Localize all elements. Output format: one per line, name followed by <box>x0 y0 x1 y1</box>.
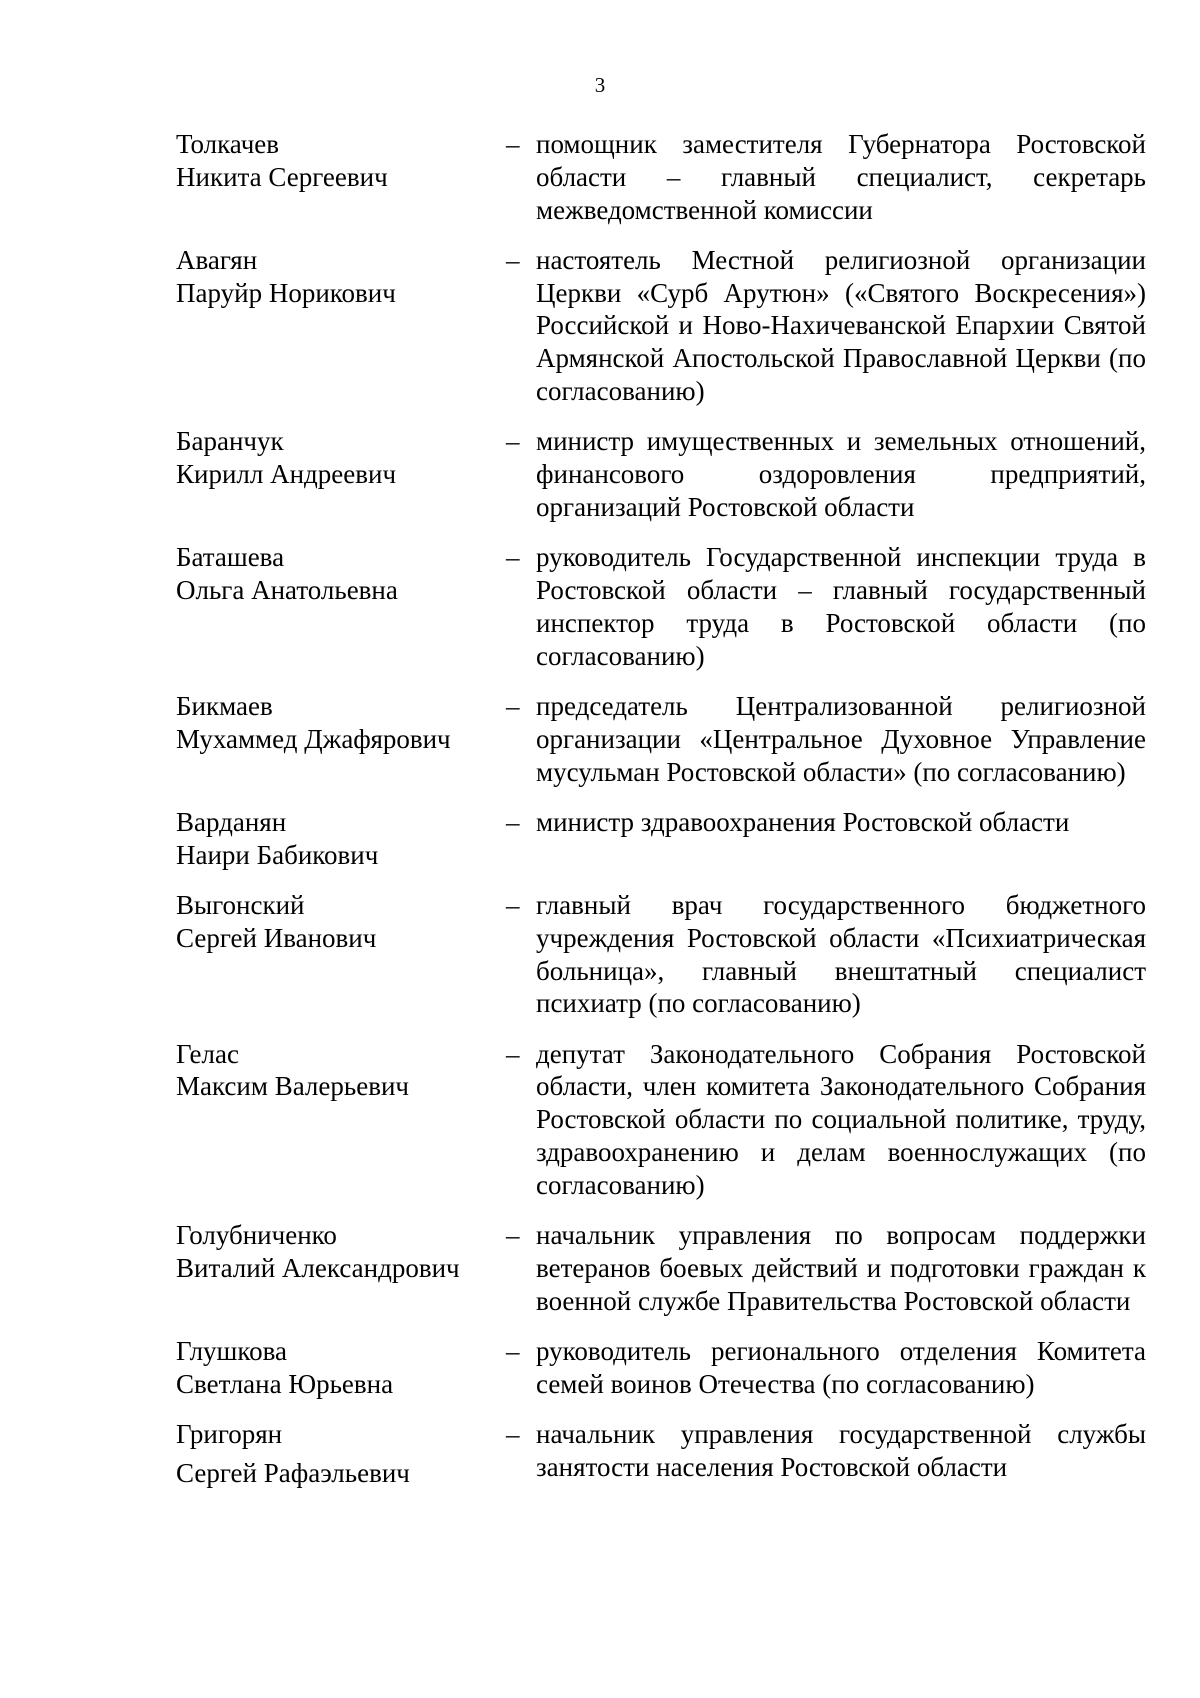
member-given-name: Мухаммед Джафярович <box>176 723 451 754</box>
member-entry <box>176 244 1146 408</box>
dash-separator: – <box>506 1220 520 1251</box>
member-position: начальник управления государственной службы занятости населения Ростовской области <box>536 1419 1146 1482</box>
member-position: министр имущественных и земельных отношений, финансового оздоровления предприятий, организаций Ростовской области <box>536 426 1146 522</box>
member-entry <box>176 1038 1146 1202</box>
member-position: начальник управления по вопросам поддержки ветеранов боевых действий и подготовки граждан к военной службе Правительства Ростовской области <box>536 1220 1146 1316</box>
dash-separator: – <box>506 244 520 275</box>
member-surname: Голубниченко <box>176 1220 337 1251</box>
member-position: депутат Законодательного Собрания Ростовской области, член комитета Законодательного Собрания Ростовской области по социальной политике, труду, здравоохранению и делам военнослужащих (по согласованию) <box>536 1038 1146 1200</box>
dash-separator: – <box>506 1336 520 1366</box>
member-name <box>176 1038 506 1202</box>
member-surname: Баранчук <box>176 426 284 457</box>
member-given-name: Ольга Анатольевна <box>176 575 398 606</box>
member-entry <box>176 425 1146 523</box>
member-name <box>176 425 506 523</box>
member-given-name: Светлана Юрьевна <box>176 1368 394 1399</box>
dash-separator: – <box>506 426 520 457</box>
dash-separator: – <box>506 806 520 837</box>
member-given-name: Сергей Рафаэльевич <box>176 1457 410 1488</box>
dash-separator: – <box>506 690 520 721</box>
dash-separator: – <box>506 129 520 159</box>
member-entry <box>176 690 1146 788</box>
member-surname: Толкачев <box>176 129 280 159</box>
member-position: председатель Централизованной религиозной организации «Центральное Духовное Управление мусульман Ростовской области» (по согласованию) <box>536 690 1146 787</box>
page-number: 3 <box>594 73 606 97</box>
dash-separator: – <box>506 1038 520 1069</box>
member-position: руководитель регионального отделения Комитета семей воинов Отечества (по согласованию) <box>536 1336 1146 1399</box>
member-entry <box>176 128 1146 226</box>
member-given-name: Максим Валерьевич <box>176 1071 409 1102</box>
member-position: главный врач государственного бюджетного учреждения Ростовской области «Психиатрическая больница», главный внештатный специалист психиатр (по согласованию) <box>536 889 1146 1019</box>
member-given-name: Виталий Александрович <box>176 1252 460 1283</box>
member-given-name: Наири Бабикович <box>176 839 379 870</box>
member-entry <box>176 1335 1146 1401</box>
member-given-name: Сергей Иванович <box>176 922 377 953</box>
member-entry <box>176 1219 1146 1317</box>
member-position: настоятель Местной религиозной организации Церкви «Сурб Арутюн» («Святого Воскресения») Российской и Ново-Нахичеванской Епархии Святой Армянской Апостольской Православной Церкви (по согласованию) <box>536 244 1146 407</box>
member-name <box>176 128 506 226</box>
member-name <box>176 244 506 408</box>
member-surname: Авагян <box>176 244 258 275</box>
member-given-name: Кирилл Андреевич <box>176 459 397 490</box>
member-entry <box>176 541 1146 672</box>
member-entry <box>176 889 1146 1020</box>
member-surname: Григорян <box>176 1419 283 1450</box>
member-position: министр здравоохранения Ростовской области <box>536 806 1070 837</box>
member-surname: Глушкова <box>176 1336 287 1366</box>
member-position: руководитель Государственной инспекции труда в Ростовской области – главный государственный инспектор труда в Ростовской области (по согласованию) <box>536 542 1146 671</box>
member-surname: Бикмаев <box>176 690 273 721</box>
member-name <box>176 1335 506 1401</box>
member-name <box>176 889 506 1020</box>
member-entry <box>176 806 1146 872</box>
member-surname: Выгонский <box>176 889 305 920</box>
member-list <box>176 128 1146 1490</box>
member-surname: Варданян <box>176 806 287 837</box>
member-surname: Баташева <box>176 542 285 573</box>
member-given-name: Паруйр Норикович <box>176 277 396 308</box>
member-name <box>176 541 506 672</box>
dash-separator: – <box>506 889 520 920</box>
member-surname: Гелас <box>176 1038 239 1069</box>
member-name <box>176 806 506 872</box>
member-entry <box>176 1418 1146 1490</box>
member-name <box>176 1219 506 1317</box>
member-name <box>176 690 506 788</box>
member-given-name: Никита Сергеевич <box>176 161 388 192</box>
member-name <box>176 1418 506 1490</box>
dash-separator: – <box>506 1419 520 1450</box>
dash-separator: – <box>506 542 520 573</box>
member-position: помощник заместителя Губернатора Ростовской области – главный специалист, секретарь межведомственной комиссии <box>536 129 1146 225</box>
